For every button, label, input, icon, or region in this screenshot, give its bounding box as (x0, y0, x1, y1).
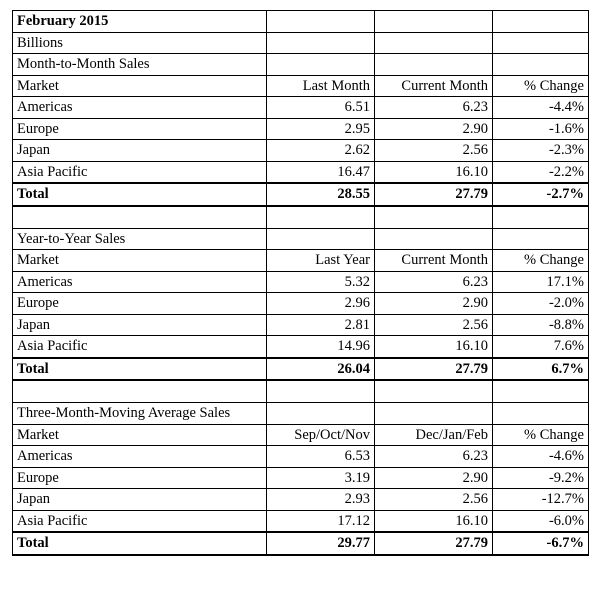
column-header: Current Month (375, 250, 493, 272)
market-cell: Japan (13, 140, 267, 162)
column-header: Last Year (267, 250, 375, 272)
total-row (13, 532, 589, 555)
section-title: Year-to-Year Sales (13, 228, 267, 250)
total-value: 27.79 (375, 532, 493, 555)
section-title-row (13, 403, 589, 425)
market-cell: Americas (13, 446, 267, 468)
report-title-row (13, 11, 589, 33)
total-row (13, 183, 589, 206)
total-label: Total (13, 358, 267, 381)
section-title: Month-to-Month Sales (13, 54, 267, 76)
column-header-row (13, 424, 589, 446)
column-header-row (13, 250, 589, 272)
column-header: Last Month (267, 75, 375, 97)
table-row (13, 161, 589, 183)
change-cell: 7.6% (493, 336, 589, 358)
value-cell: 6.23 (375, 271, 493, 293)
sales-report (12, 10, 588, 556)
value-cell: 2.90 (375, 467, 493, 489)
section-title-row (13, 54, 589, 76)
change-cell: 17.1% (493, 271, 589, 293)
units-row (13, 32, 589, 54)
total-value: 27.79 (375, 358, 493, 381)
change-cell: -8.8% (493, 314, 589, 336)
column-header: % Change (493, 75, 589, 97)
table-row (13, 293, 589, 315)
change-cell: -1.6% (493, 118, 589, 140)
table-row (13, 97, 589, 119)
total-value: 28.55 (267, 183, 375, 206)
value-cell: 2.96 (267, 293, 375, 315)
table-row (13, 118, 589, 140)
change-cell: -12.7% (493, 489, 589, 511)
value-cell: 2.90 (375, 293, 493, 315)
total-label: Total (13, 183, 267, 206)
change-cell: -9.2% (493, 467, 589, 489)
total-change: -6.7% (493, 532, 589, 555)
market-cell: Asia Pacific (13, 336, 267, 358)
value-cell: 2.56 (375, 314, 493, 336)
change-cell: -4.4% (493, 97, 589, 119)
value-cell: 16.47 (267, 161, 375, 183)
value-cell: 2.62 (267, 140, 375, 162)
market-cell: Americas (13, 271, 267, 293)
value-cell: 2.93 (267, 489, 375, 511)
table-row (13, 489, 589, 511)
sales-table (12, 10, 589, 556)
column-header: % Change (493, 424, 589, 446)
table-row (13, 336, 589, 358)
column-header: Market (13, 75, 267, 97)
change-cell: -6.0% (493, 510, 589, 532)
market-cell: Europe (13, 467, 267, 489)
column-header-row (13, 75, 589, 97)
change-cell: -2.2% (493, 161, 589, 183)
market-cell: Japan (13, 489, 267, 511)
column-header: Market (13, 424, 267, 446)
value-cell: 2.81 (267, 314, 375, 336)
column-header: Market (13, 250, 267, 272)
value-cell: 2.95 (267, 118, 375, 140)
market-cell: Asia Pacific (13, 161, 267, 183)
change-cell: -2.3% (493, 140, 589, 162)
value-cell: 16.10 (375, 336, 493, 358)
total-row (13, 358, 589, 381)
units-label: Billions (13, 32, 267, 54)
value-cell: 2.90 (375, 118, 493, 140)
value-cell: 6.23 (375, 446, 493, 468)
value-cell: 16.10 (375, 161, 493, 183)
total-change: -2.7% (493, 183, 589, 206)
total-value: 26.04 (267, 358, 375, 381)
market-cell: Europe (13, 293, 267, 315)
value-cell: 17.12 (267, 510, 375, 532)
total-label: Total (13, 532, 267, 555)
value-cell: 5.32 (267, 271, 375, 293)
change-cell: -4.6% (493, 446, 589, 468)
section-title-row (13, 228, 589, 250)
total-value: 27.79 (375, 183, 493, 206)
market-cell: Japan (13, 314, 267, 336)
spacer-row (13, 380, 589, 403)
table-row (13, 446, 589, 468)
column-header: Current Month (375, 75, 493, 97)
value-cell: 16.10 (375, 510, 493, 532)
market-cell: Americas (13, 97, 267, 119)
section-title: Three-Month-Moving Average Sales (13, 403, 267, 425)
total-value: 29.77 (267, 532, 375, 555)
value-cell: 3.19 (267, 467, 375, 489)
value-cell: 2.56 (375, 140, 493, 162)
value-cell: 6.53 (267, 446, 375, 468)
table-row (13, 314, 589, 336)
column-header: Dec/Jan/Feb (375, 424, 493, 446)
value-cell: 6.23 (375, 97, 493, 119)
value-cell: 14.96 (267, 336, 375, 358)
column-header: % Change (493, 250, 589, 272)
table-row (13, 271, 589, 293)
value-cell: 2.56 (375, 489, 493, 511)
report-title: February 2015 (13, 11, 267, 33)
table-row (13, 510, 589, 532)
table-row (13, 140, 589, 162)
spacer-row (13, 206, 589, 229)
market-cell: Europe (13, 118, 267, 140)
table-row (13, 467, 589, 489)
total-change: 6.7% (493, 358, 589, 381)
column-header: Sep/Oct/Nov (267, 424, 375, 446)
value-cell: 6.51 (267, 97, 375, 119)
market-cell: Asia Pacific (13, 510, 267, 532)
change-cell: -2.0% (493, 293, 589, 315)
